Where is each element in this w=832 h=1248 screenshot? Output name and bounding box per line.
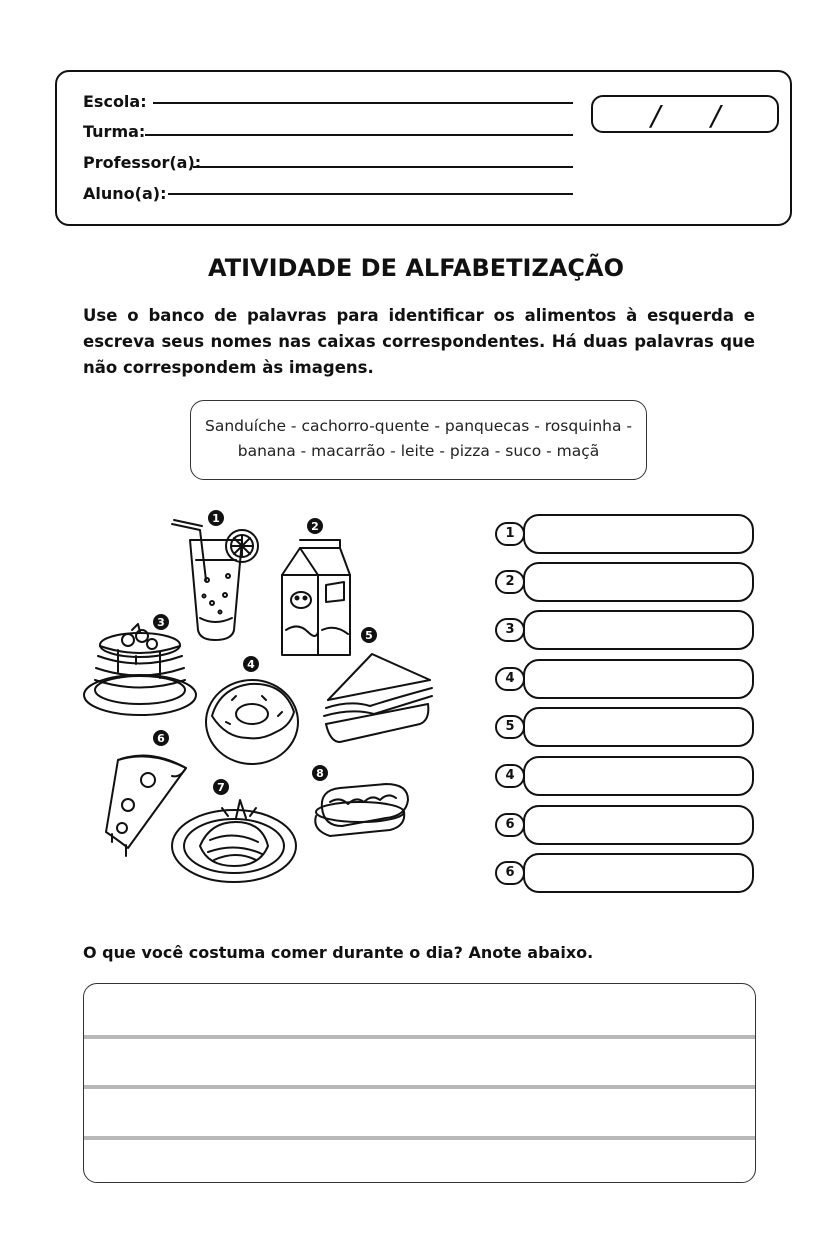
class-field[interactable] — [145, 134, 573, 136]
answer-number: 3 — [495, 618, 525, 642]
number-badge — [312, 765, 328, 781]
teacher-label: Professor(a): — [83, 153, 202, 172]
writing-line — [84, 1085, 755, 1089]
date-separator: / — [711, 99, 721, 132]
answer-row — [495, 659, 755, 699]
number-badge — [307, 518, 323, 534]
answer-number: 6 — [495, 813, 525, 837]
badge-label: 4 — [247, 658, 255, 671]
class-label: Turma: — [83, 122, 146, 141]
answer-row — [495, 853, 755, 893]
spaghetti-icon — [172, 800, 296, 882]
date-separator: / — [651, 99, 661, 132]
answer-number: 4 — [495, 764, 525, 788]
answer-row — [495, 562, 755, 602]
milk-carton-icon — [282, 540, 350, 655]
pizza-slice-icon — [106, 756, 186, 857]
word-bank — [190, 400, 647, 480]
answer-number: 2 — [495, 570, 525, 594]
answer-input[interactable] — [523, 805, 754, 845]
sandwich-icon — [324, 654, 432, 742]
badge-label: 8 — [316, 767, 324, 780]
badge-label: 7 — [217, 781, 225, 794]
number-badge — [243, 656, 259, 672]
answer-input[interactable] — [523, 756, 754, 796]
answer-row — [495, 514, 755, 554]
answer-number: 5 — [495, 715, 525, 739]
student-label: Aluno(a): — [83, 184, 167, 203]
number-badge — [361, 627, 377, 643]
writing-area[interactable] — [83, 983, 756, 1183]
answer-row — [495, 805, 755, 845]
hot-dog-icon — [315, 784, 408, 836]
food-illustrations — [75, 500, 455, 900]
answer-input[interactable] — [523, 853, 754, 893]
juice-glass-icon — [172, 520, 258, 640]
answer-row — [495, 610, 755, 650]
number-badge — [153, 614, 169, 630]
answer-input[interactable] — [523, 707, 754, 747]
school-label: Escola: — [83, 92, 147, 111]
answer-number: 6 — [495, 861, 525, 885]
student-field[interactable] — [168, 193, 573, 195]
number-badge — [153, 730, 169, 746]
answer-input[interactable] — [523, 562, 754, 602]
answer-row — [495, 756, 755, 796]
answer-input[interactable] — [523, 659, 754, 699]
answer-input[interactable] — [523, 610, 754, 650]
word-bank-line: banana - macarrão - leite - pizza - suco - maçã — [237, 442, 600, 460]
writing-line — [84, 1035, 755, 1039]
pancakes-icon — [84, 624, 196, 715]
school-field[interactable] — [153, 102, 573, 104]
number-badge — [208, 510, 224, 526]
date-field[interactable] — [591, 95, 779, 133]
teacher-field[interactable] — [193, 166, 573, 168]
number-badge — [213, 779, 229, 795]
word-bank-line: Sanduíche - cachorro-quente - panquecas - rosquinha - — [204, 417, 632, 435]
donut-icon — [206, 680, 298, 764]
badge-label: 1 — [212, 512, 220, 525]
instructions: Use o banco de palavras para identificar os alimentos à esquerda e escreva seus nomes nas caixas correspondentes. Há duas palavras que não correspondem às imagens. — [83, 306, 755, 377]
badge-label: 6 — [157, 732, 165, 745]
badge-label: 3 — [157, 616, 165, 629]
answer-row — [495, 707, 755, 747]
answer-number: 1 — [495, 522, 525, 546]
answer-number: 4 — [495, 667, 525, 691]
badge-label: 5 — [365, 629, 373, 642]
badge-label: 2 — [311, 520, 319, 533]
page-title: ATIVIDADE DE ALFABETIZAÇÃO — [208, 254, 624, 282]
answer-input[interactable] — [523, 514, 754, 554]
question-text: O que você costuma comer durante o dia? Anote abaixo. — [83, 943, 594, 962]
writing-line — [84, 1136, 755, 1140]
